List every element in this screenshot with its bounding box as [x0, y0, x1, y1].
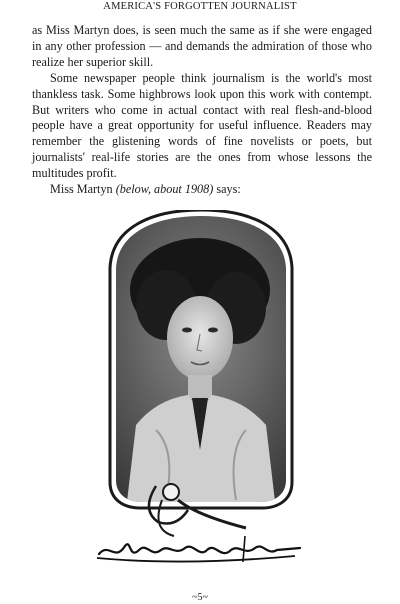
paragraph-continued: as Miss Martyn does, is seen much the same as if she were engaged in any other profession — and demands the admiration of those who realize her superior skill.: [32, 23, 372, 69]
photo-intro-italic: (below, about 1908): [115, 182, 214, 197]
portrait-image: [96, 210, 306, 540]
photo-intro-lead: Miss Martyn: [50, 182, 116, 197]
photo-intro-tail: says:: [213, 182, 241, 197]
handwritten-signature: [95, 532, 305, 568]
body-text: [32, 23, 372, 198]
running-head: AMERICA'S FORGOTTEN JOURNALIST: [103, 1, 297, 12]
page-number: ~5~: [192, 592, 208, 603]
paragraph-journalism: Some newspaper people think journalism is the world's most thankless task. Some highbrows look upon this work with contempt. But writers who come in actual contact with real flesh-and-blood people have a great opportunity for useful influence. Readers may remember the glistening words of fine novelists or poets, but journalists' real-life stories are the ones from whose lessons the multitudes profit.: [32, 70, 372, 181]
photo-intro-line: [32, 182, 372, 198]
page-number-value: 5: [197, 592, 203, 603]
